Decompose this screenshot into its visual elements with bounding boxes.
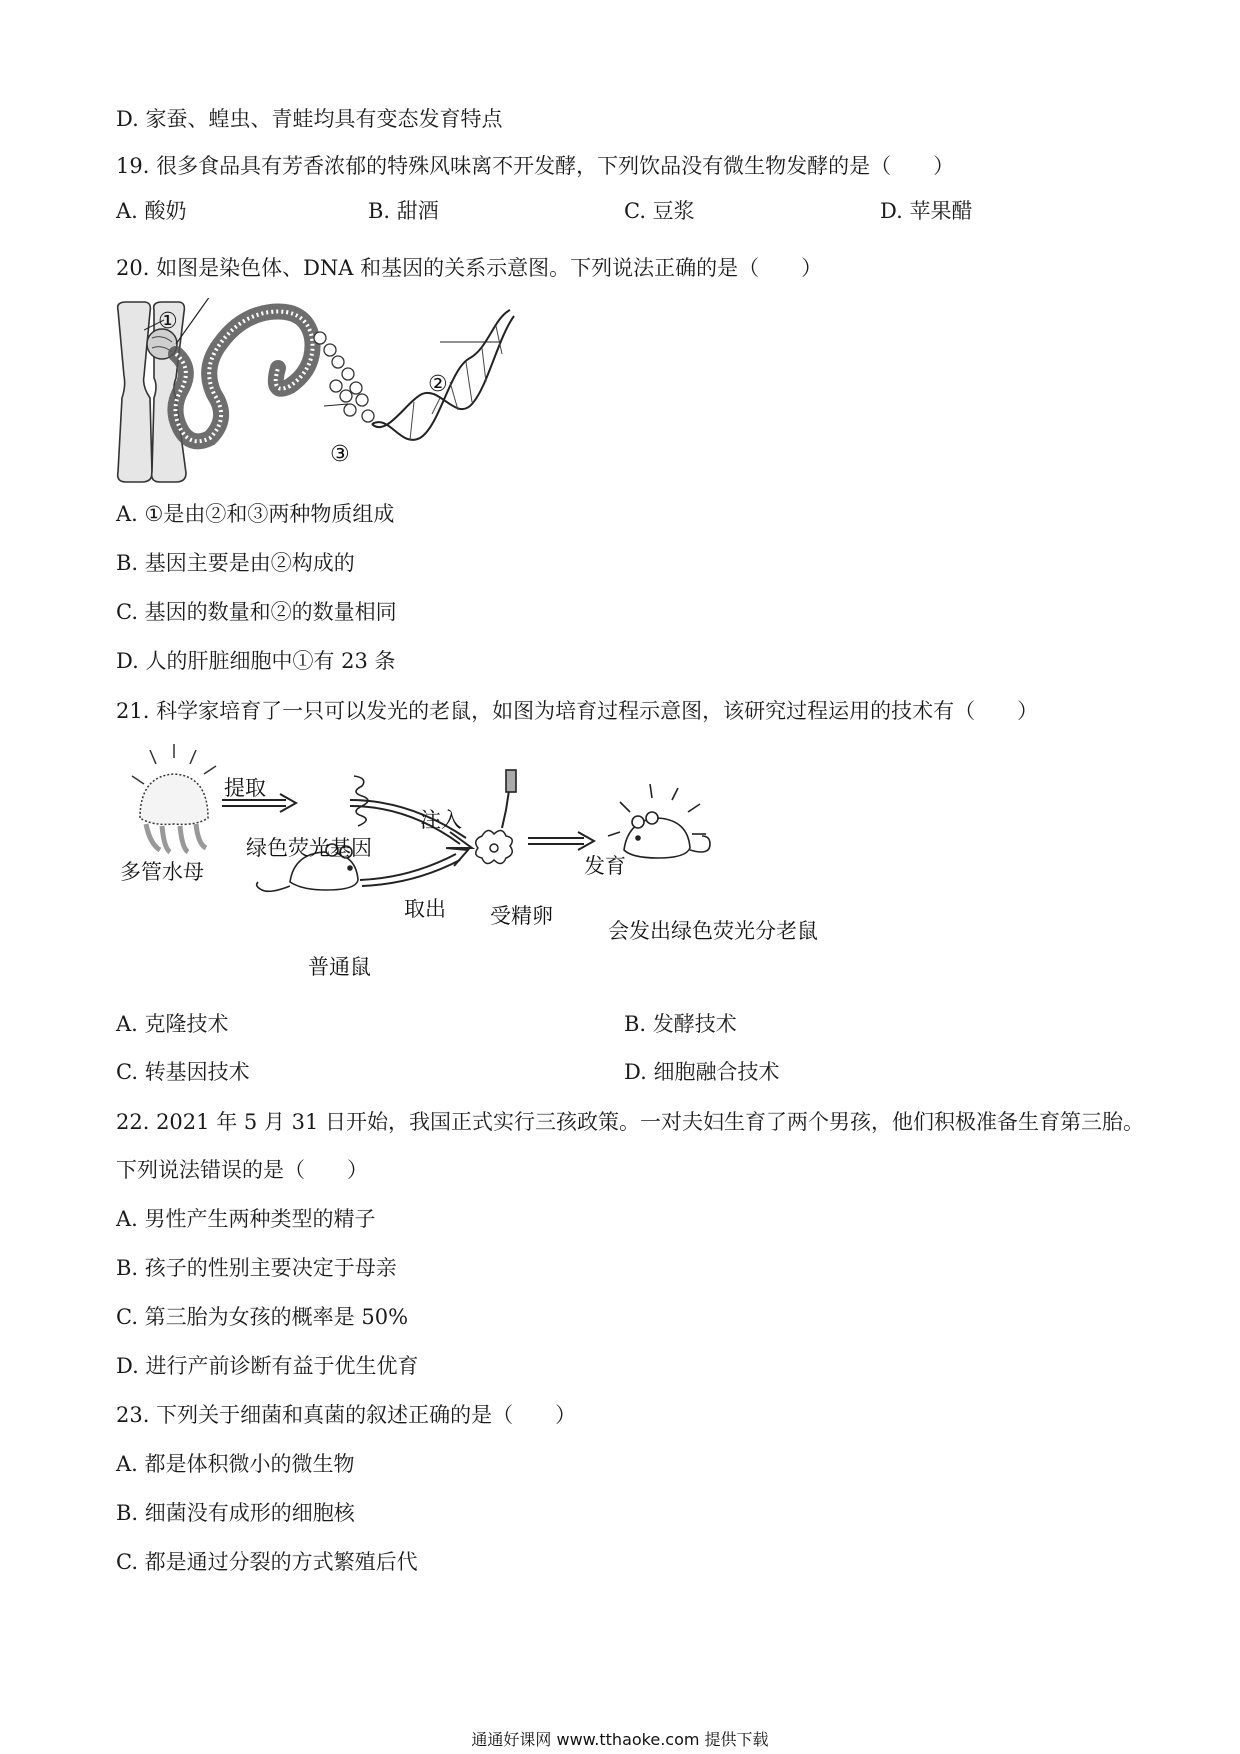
q23-option-c: C. 都是通过分裂的方式繁殖后代 [116,1550,418,1574]
figure-label-1: ① [158,309,178,334]
figure-label-2: ② [428,372,448,397]
q23-option-b: B. 细菌没有成形的细胞核 [116,1501,355,1525]
label-mouse: 普通鼠 [308,955,371,979]
q19-option-a: A. 酸奶 [116,199,187,223]
q21-option-c: C. 转基因技术 [116,1060,250,1084]
label-egg: 受精卵 [490,904,553,928]
glowing-mouse-drawing [608,784,710,858]
q19-option-d: D. 苹果醋 [880,199,973,223]
label-result: 会发出绿色荧光分老鼠 [608,919,818,943]
q21-option-b: B. 发酵技术 [624,1012,737,1036]
q22-stem-line1: 22. 2021 年 5 月 31 日开始，我国正式实行三孩政策。一对夫妇生育了两个男孩，他们积极准备生育第三胎。 [116,1110,1144,1134]
label-develop: 发育 [584,854,626,878]
q23-option-a: A. 都是体积微小的微生物 [116,1452,355,1476]
label-inject: 注入 [420,808,462,832]
q22-option-d: D. 进行产前诊断有益于优生优育 [116,1354,419,1378]
q19-option-c: C. 豆浆 [624,199,695,223]
q22-stem-line2: 下列说法错误的是（ ） [116,1158,368,1182]
q20-stem: 20. 如图是染色体、DNA 和基因的关系示意图。下列说法正确的是（ ） [116,256,823,280]
take-out-arrow [360,848,468,886]
q22-option-b: B. 孩子的性别主要决定于母亲 [116,1256,397,1280]
needle-drawing [502,770,516,828]
q22-option-a: A. 男性产生两种类型的精子 [116,1207,376,1231]
q21-stem: 21. 科学家培育了一只可以发光的老鼠，如图为培育过程示意图，该研究过程运用的技术有（ ） [116,699,1039,723]
label-jellyfish: 多管水母 [120,860,204,884]
q18-option-d: D. 家蚕、蝗虫、青蛙均具有变态发育特点 [116,107,503,131]
q21-option-a: A. 克隆技术 [116,1012,229,1036]
develop-arrow [528,832,594,850]
q19-stem: 19. 很多食品具有芳香浓郁的特殊风味离不开发酵，下列饮品没有微生物发酵的是（ ） [116,154,955,178]
q21-option-d: D. 细胞融合技术 [624,1060,780,1084]
label-extract: 提取 [224,776,266,800]
q20-option-c: C. 基因的数量和②的数量相同 [116,600,397,624]
q20-option-d: D. 人的肝脏细胞中①有 23 条 [116,649,396,673]
label-1-leader [144,314,164,334]
figure-label-3: ③ [330,442,350,467]
page-footer: 通通好课网 www.tthaoke.com 提供下载 [471,1730,769,1749]
q20-option-b: B. 基因主要是由②构成的 [116,551,355,575]
jellyfish-drawing [132,744,216,852]
q23-stem: 23. 下列关于细菌和真菌的叙述正确的是（ ） [116,1403,577,1427]
fertilized-egg-drawing [476,830,513,863]
q20-option-a: A. ①是由②和③两种物质组成 [116,502,395,526]
q22-option-c: C. 第三胎为女孩的概率是 50% [116,1305,409,1329]
q19-option-b: B. 甜酒 [368,199,439,223]
label-gene: 绿色荧光基因 [246,836,372,860]
label-take-out: 取出 [404,897,446,921]
